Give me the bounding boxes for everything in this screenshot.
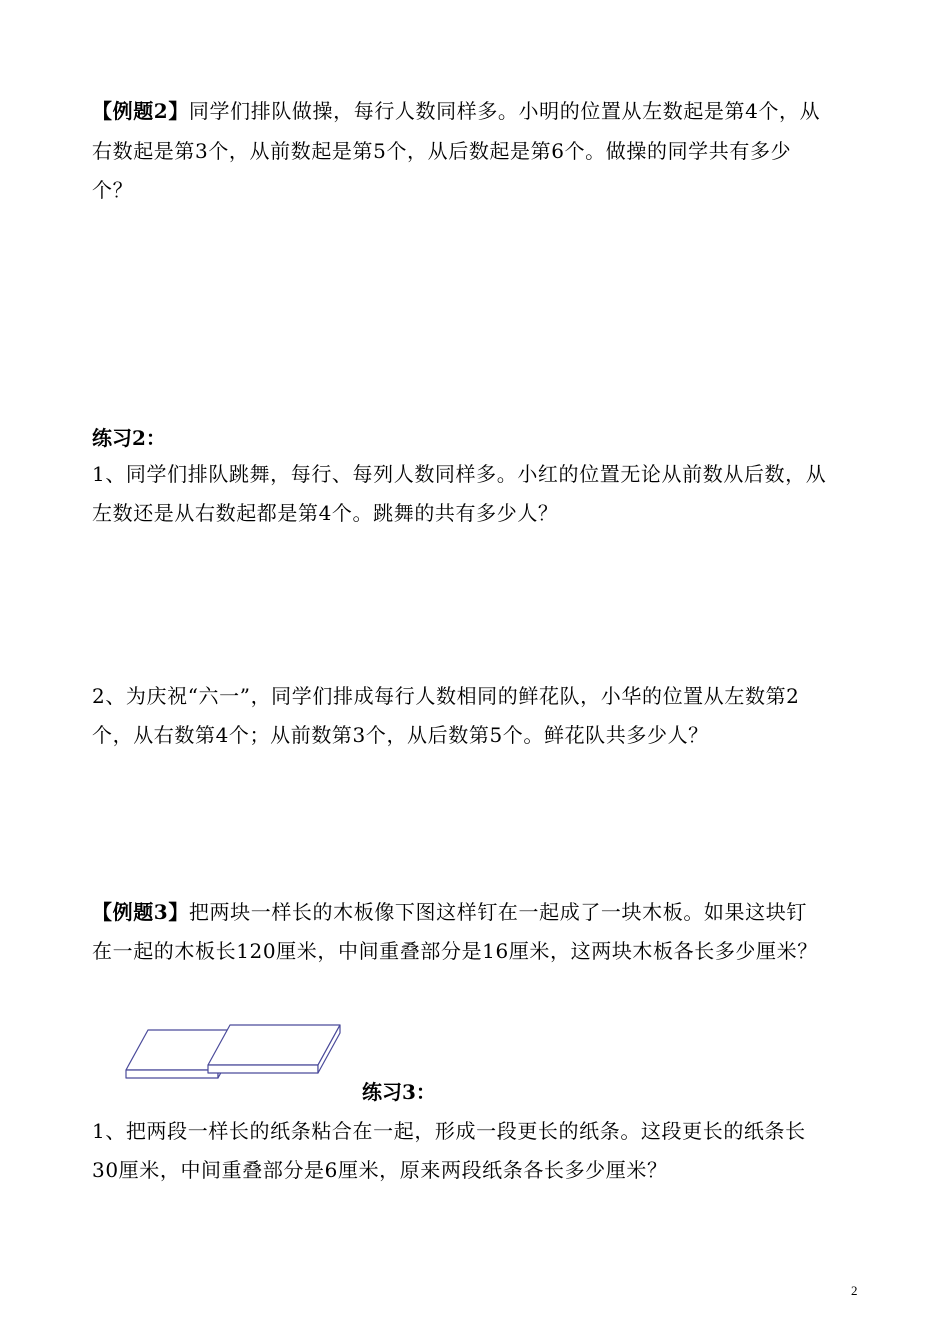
board-right-top xyxy=(208,1025,340,1065)
example-3-line-1 xyxy=(92,900,807,924)
example-2-text: 同学们排队做操，每行人数同样多。小明的位置从左数起是第4个，从 xyxy=(188,99,821,123)
page-number: 2 xyxy=(851,1283,858,1298)
practice-2-q2-line-2: 个，从右数第4个；从前数第3个，从后数第5个。鲜花队共多少人？ xyxy=(92,723,709,747)
overlapping-boards-diagram xyxy=(120,1018,360,1084)
practice-2-q2-line-1: 2、为庆祝“六一”，同学们排成每行人数相同的鲜花队，小华的位置从左数第2 xyxy=(92,684,800,708)
example-2-line-2: 右数起是第3个，从前数起是第5个，从后数起是第6个。做操的同学共有多少 xyxy=(92,139,792,163)
practice-3-q1-line-2: 30厘米，中间重叠部分是6厘米，原来两段纸条各长多少厘米？ xyxy=(92,1158,668,1182)
board-right-front xyxy=(208,1065,318,1073)
practice-2-title: 练习2： xyxy=(92,426,166,450)
example-3-text: 把两块一样长的木板像下图这样钉在一起成了一块木板。如果这块钉 xyxy=(188,900,807,924)
practice-2-q1-line-2: 左数还是从右数起都是第4个。跳舞的共有多少人？ xyxy=(92,501,559,525)
example-2-label: 【例题2】 xyxy=(92,99,189,123)
example-3-label: 【例题3】 xyxy=(92,900,189,924)
practice-3-q1-line-1: 1、把两段一样长的纸条粘合在一起，形成一段更长的纸条。这段更长的纸条长 xyxy=(92,1119,806,1143)
example-3-line-2: 在一起的木板长120厘米，中间重叠部分是16厘米，这两块木板各长多少厘米？ xyxy=(92,939,818,963)
example-2-line-3: 个？ xyxy=(92,178,134,202)
practice-3-title: 练习3： xyxy=(362,1080,436,1104)
example-2-line-1 xyxy=(92,99,820,123)
practice-2-q1-line-1: 1、同学们排队跳舞，每行、每列人数同样多。小红的位置无论从前数从后数，从 xyxy=(92,462,827,486)
board-left-front xyxy=(126,1070,218,1078)
